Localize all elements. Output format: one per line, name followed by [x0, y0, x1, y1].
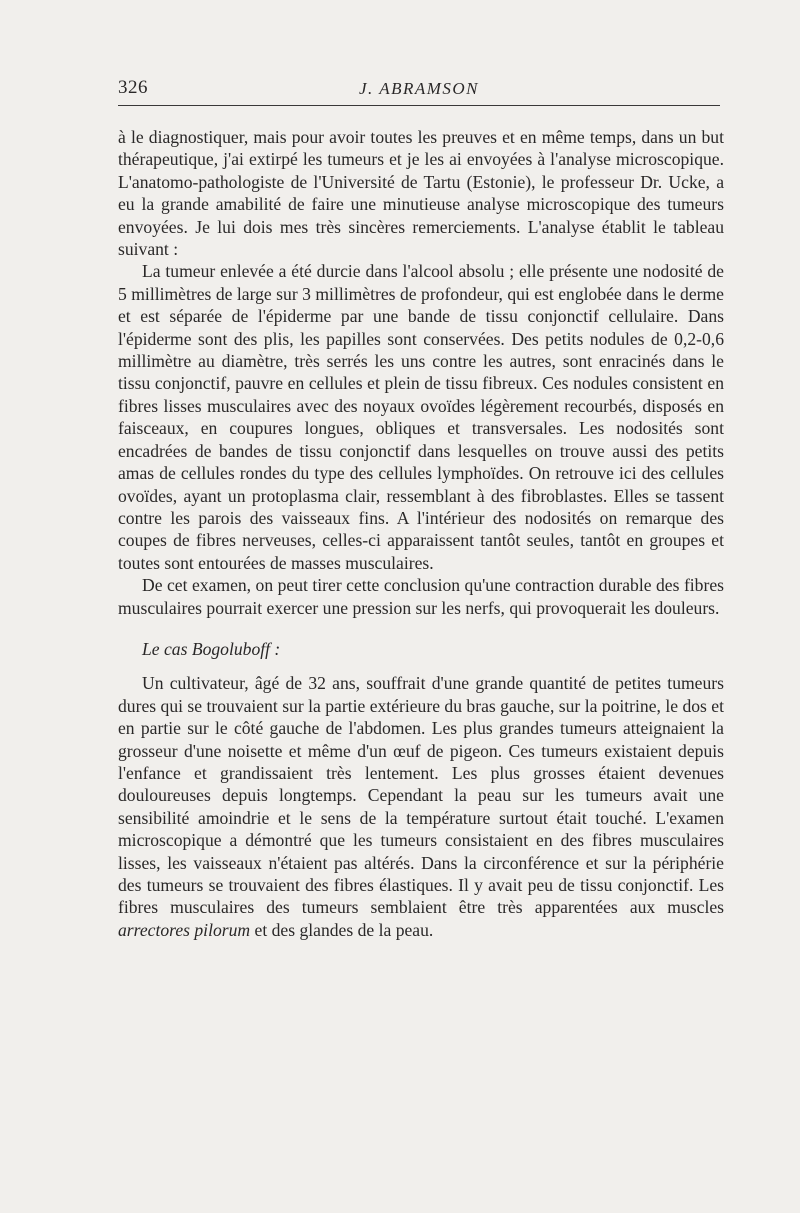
paragraph-analysis: La tumeur enlevée a été durcie dans l'alcool absolu ; elle présente une nodosité de 5 millimètres de large sur 3 millimètres de profondeur, qui est englobée dans le derme et est séparée de l'épiderme par une bande de tissu conjonctif cellulaire. Dans l'épiderme sont des plis, les papilles sont conservées. Des petits nodules de 0,2-0,6 millimètre au diamètre, très serrés les uns contre les autres, sont enracinés dans le tissu conjonctif, pauvre en cellules et plein de tissu fibreux. Ces nodules consistent en fibres lisses musculaires avec des noyaux ovoïdes légèrement recourbés, disposés en faisceaux, en coupures longues, obliques et transversales. Les nodosités sont encadrées de bandes de tissu conjonctif dans lesquelles on trouve aussi des petits amas de cellules rondes du type des cellules lymphoïdes. On retrouve ici des cellules ovoïdes, ayant un protoplasma clair, ressemblant à des fibroblastes. Elles se tassent contre les parois des vaisseaux fins. A l'intérieur des nodosités on remarque des coupes de fibres nerveuses, celles-ci apparaissent tantôt seules, tantôt en groupes et toutes sont entourées de masses musculaires.: [118, 261, 724, 573]
latin-term: arrectores pilorum: [118, 919, 251, 940]
paragraph-conclusion: De cet examen, on peut tirer cette conclusion qu'une contraction durable des fibres musculaires pourrait exercer une pression sur les nerfs, qui provoquerait les douleurs.: [118, 575, 724, 618]
paragraph-case: [118, 672, 724, 941]
header-rule: [118, 105, 720, 106]
page-number: 326: [118, 77, 148, 98]
section-heading: Le cas Bogoluboff :: [142, 638, 281, 659]
case-text-end: et des glandes de la peau.: [254, 919, 434, 940]
running-title: J. ABRAMSON: [358, 79, 480, 98]
main-text: [118, 126, 724, 941]
page-header: [118, 77, 720, 107]
case-text: Un cultivateur, âgé de 32 ans, souffrait d'une grande quantité de petites tumeurs dures qui se trouvaient sur la partie extérieure du bras gauche, sur la poitrine, le dos et en partie sur le côté gauche de l'abdomen. Les plus grandes tumeurs atteignaient la grosseur d'une noisette et même d'un œuf de pigeon. Ces tumeurs existaient depuis l'enfance et grandissaient très lentement. Les plus grosses étaient devenues douloureuses depuis longtemps. Cependant la peau sur les tumeurs avait une sensibilité amoindrie et le sens de la température surtout était touché. L'examen microscopique a démontré que les tumeurs consistaient en des fibres musculaires lisses, les vaisseaux n'étaient pas altérés. Dans la circonférence et sur la périphérie des tumeurs se trouvaient des fibres élastiques. Il y avait peu de tissu conjonctif. Les fibres musculaires des tumeurs semblaient être très apparentées aux muscles: [118, 673, 724, 918]
paragraph-intro: à le diagnostiquer, mais pour avoir toutes les preuves et en même temps, dans un but thérapeutique, j'ai extirpé les tumeurs et je les ai envoyées à l'analyse microscopique. L'anatomo-pathologiste de l'Université de Tartu (Estonie), le professeur Dr. Ucke, a eu la grande amabilité de faire une minutieuse analyse microscopique des tumeurs envoyées. Je lui dois mes très sincères remerciements. L'analyse établit le tableau suivant :: [118, 127, 724, 260]
